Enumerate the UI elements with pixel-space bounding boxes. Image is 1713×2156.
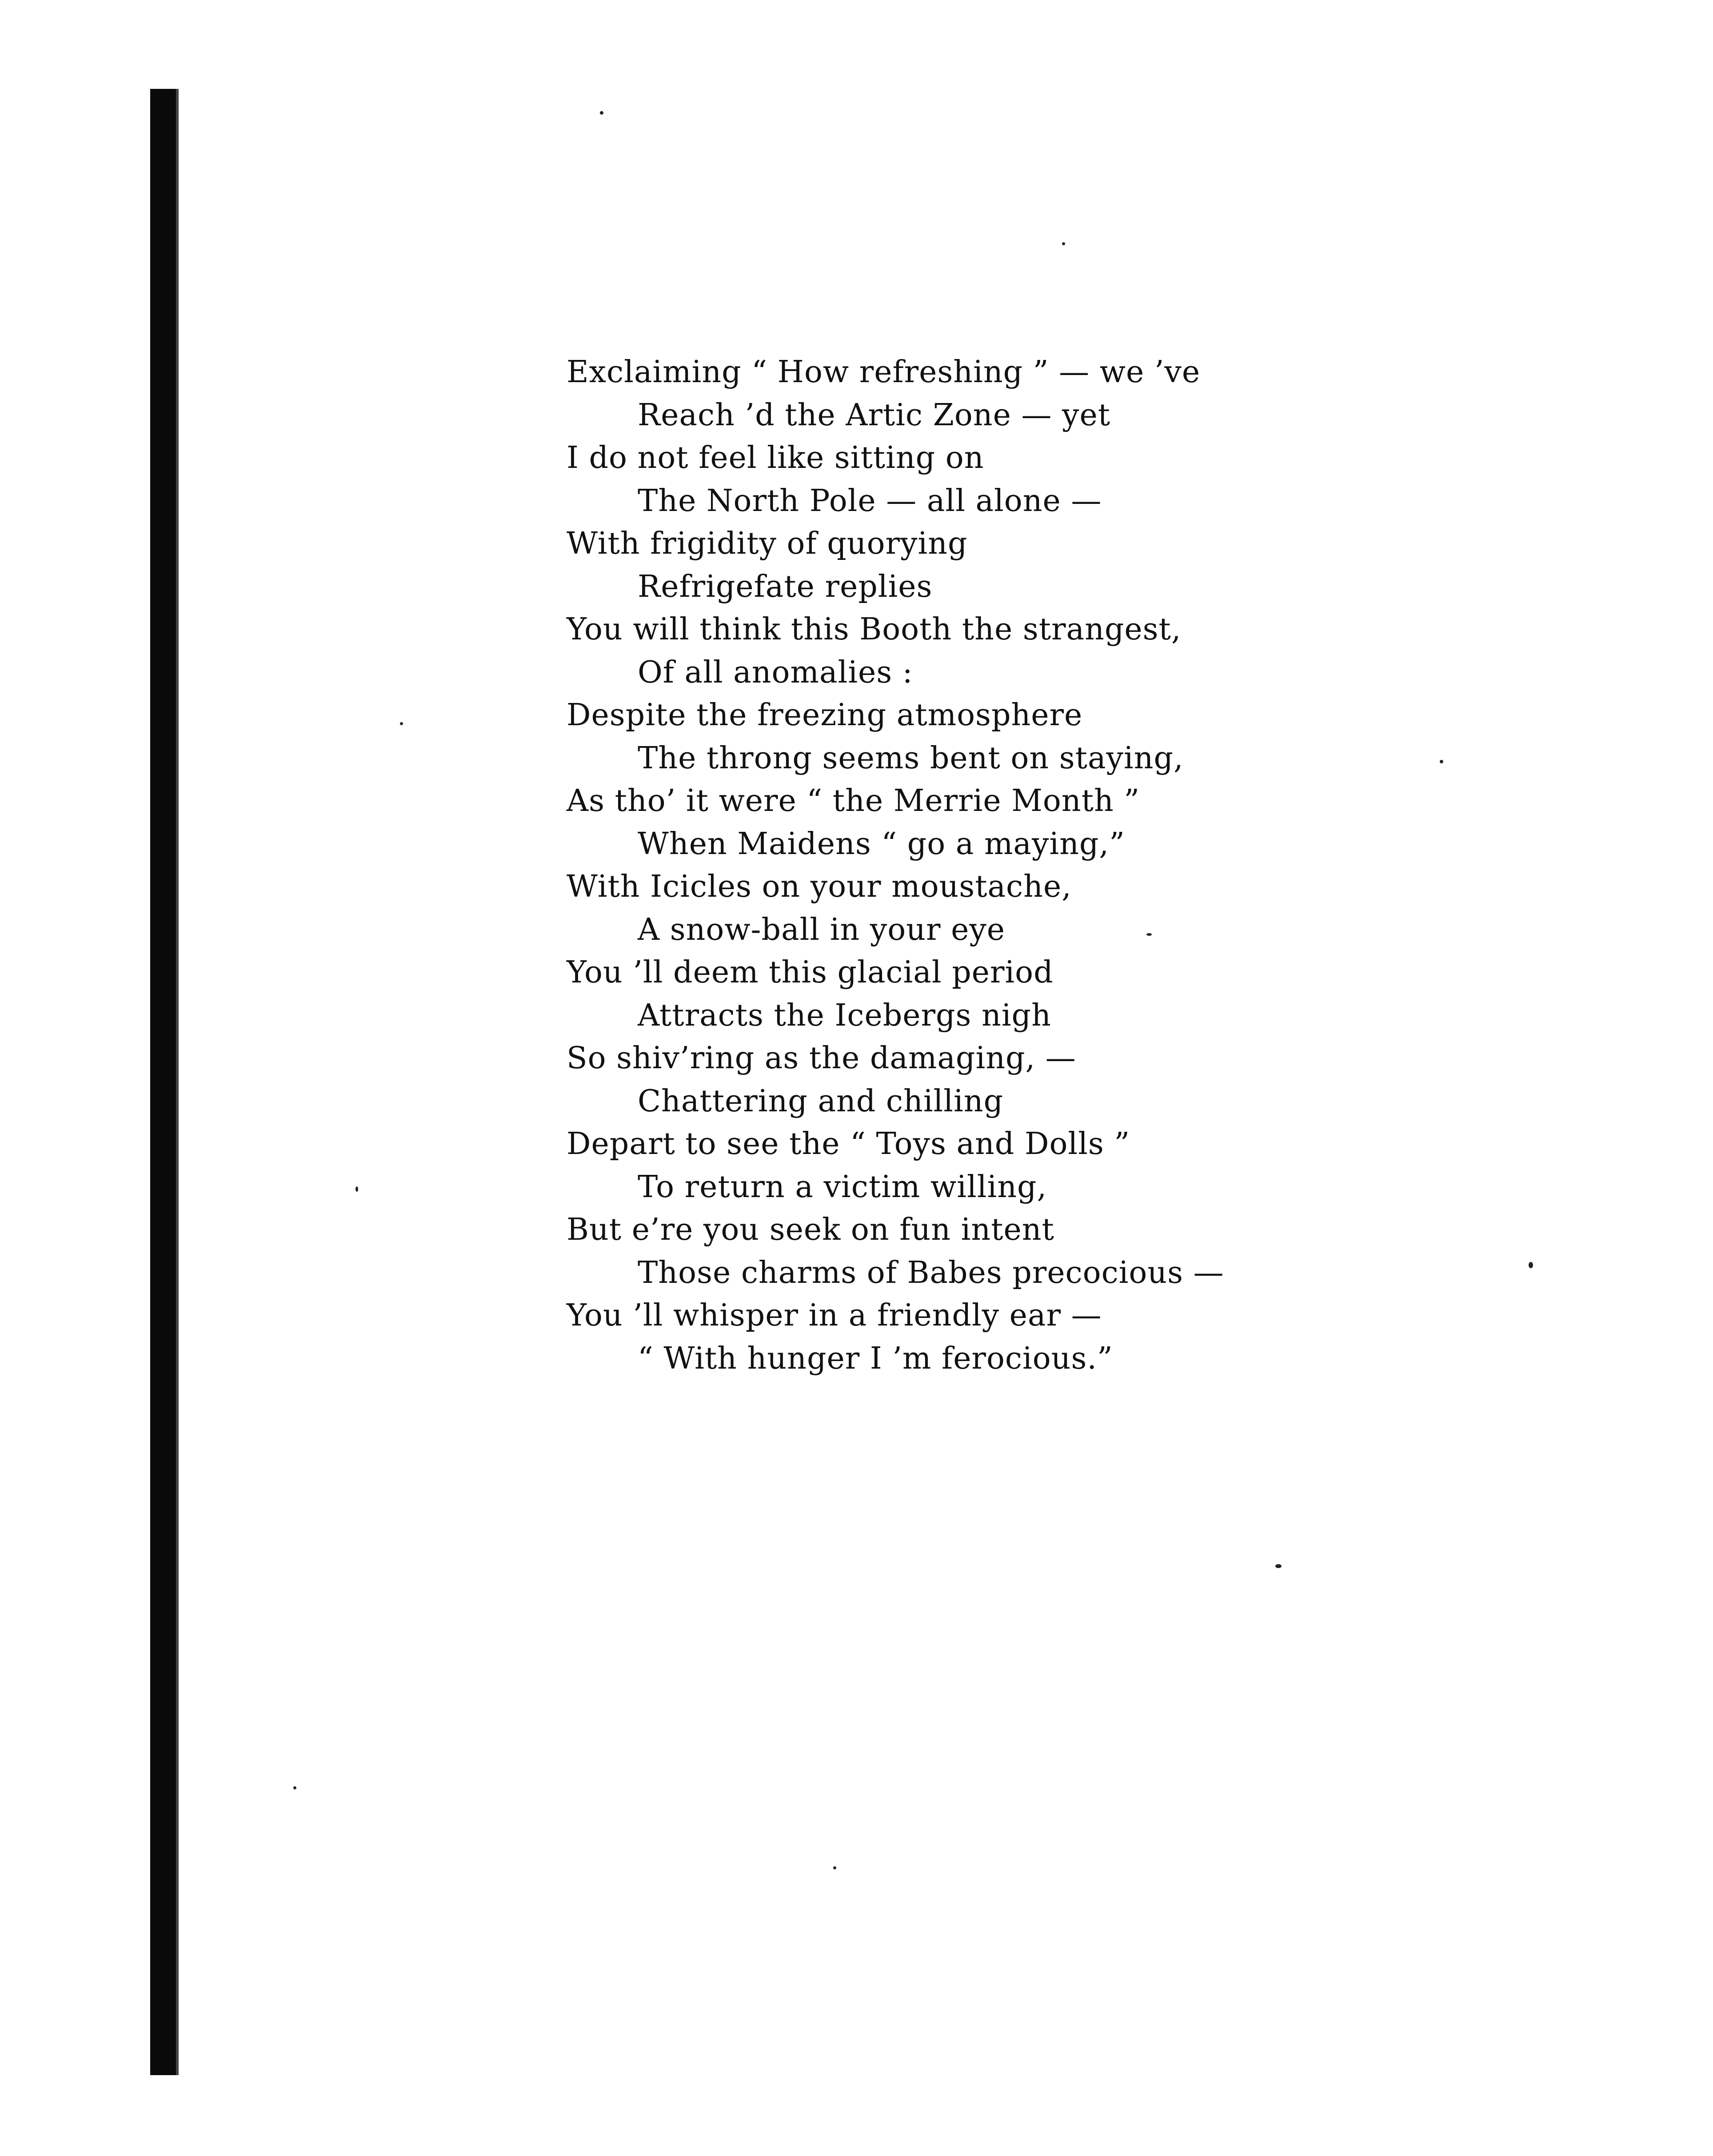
poem-line: As tho’ it were “ the Merrie Month ”	[567, 783, 1140, 818]
poem-line: To return a victim willing,	[638, 1169, 1047, 1205]
poem-line: Chattering and chilling	[638, 1083, 1004, 1119]
scan-speck	[1529, 1262, 1533, 1268]
poem-line: Exclaiming “ How refreshing ” — we ’ve	[567, 355, 1201, 390]
scan-speck	[833, 1866, 836, 1869]
poem-line: The North Pole — all alone —	[638, 483, 1102, 519]
poem-line: Despite the freezing atmosphere	[567, 698, 1083, 733]
poem-stanza	[567, 351, 1233, 1380]
scan-speck	[1146, 933, 1152, 936]
poem-line: The throng seems bent on staying,	[638, 740, 1184, 776]
poem-line: A snow-ball in your eye	[638, 912, 1006, 947]
poem-line: But e’re you seek on fun intent	[567, 1212, 1054, 1247]
scan-speck	[1440, 760, 1443, 763]
poem-line: With frigidity of quorying	[567, 526, 968, 561]
poem-line: Reach ’d the Artic Zone — yet	[638, 397, 1111, 433]
poem-line: When Maidens “ go a maying,”	[638, 826, 1125, 862]
scan-speck	[293, 1786, 296, 1789]
poem-line: You will think this Booth the strangest,	[567, 612, 1182, 647]
scan-speck	[1275, 1564, 1282, 1568]
poem-line: You ’ll deem this glacial period	[567, 955, 1054, 990]
poem-line: Of all anomalies :	[638, 655, 913, 690]
poem-line: So shiv’ring as the damaging, —	[567, 1041, 1076, 1076]
scan-speck	[1062, 242, 1065, 245]
poem-line: Refrigefate replies	[638, 569, 933, 604]
scan-speck	[400, 722, 403, 725]
poem-line: I do not feel like sitting on	[567, 440, 984, 475]
poem-line: Depart to see the “ Toys and Dolls ”	[567, 1126, 1130, 1162]
scan-speck	[600, 111, 603, 115]
poem-line: Those charms of Babes precocious —	[638, 1255, 1224, 1290]
poem-line: Attracts the Icebergs nigh	[638, 998, 1051, 1033]
binding-edge	[150, 89, 177, 2075]
poem-line: With Icicles on your moustache,	[567, 869, 1072, 904]
poem-line: You ’ll whisper in a friendly ear —	[567, 1298, 1102, 1333]
scan-speck	[355, 1186, 358, 1192]
poem-line: “ With hunger I ’m ferocious.”	[638, 1341, 1113, 1376]
